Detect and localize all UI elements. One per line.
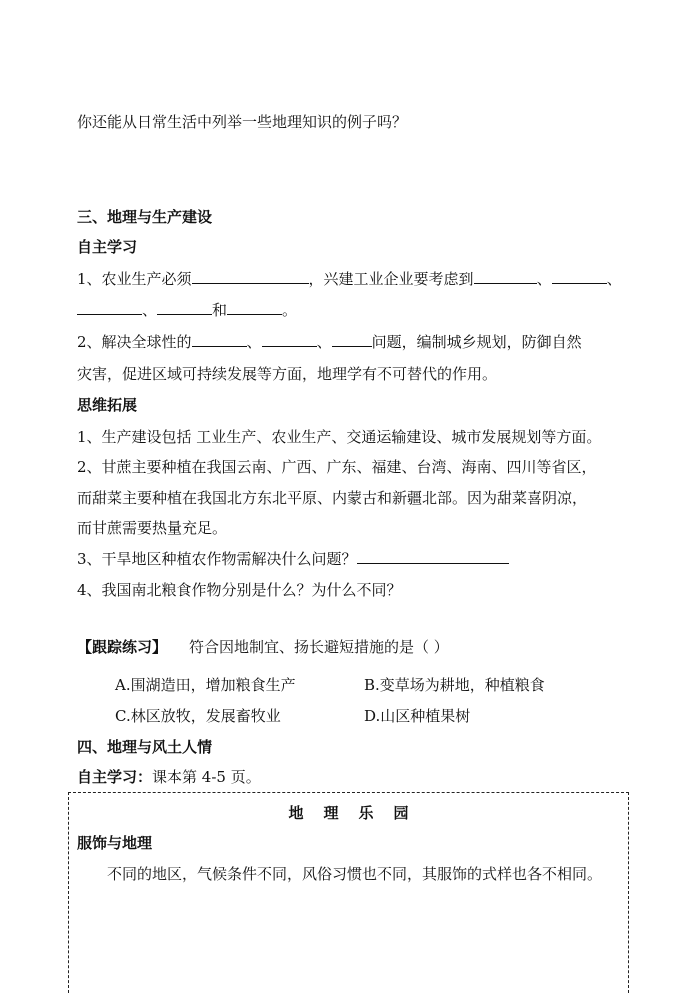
garden-subtitle: 服饰与地理 <box>77 834 153 852</box>
thinking-line: 1、生产建设包括 工业生产、农业生产、交通运输建设、城市发展规划等方面。 <box>77 428 602 446</box>
thinking-line <box>77 549 509 569</box>
answer-blank <box>474 269 537 284</box>
option-c: C.林区放牧，发展畜牧业 <box>115 707 281 725</box>
garden-text: 不同的地区，气候条件不同，风俗习惯也不同，其服饰的式样也各不相同。 <box>107 865 603 883</box>
section3-heading: 三、地理与生产建设 <box>77 208 213 226</box>
self-study-text: 课本第 4-5 页。 <box>152 768 261 786</box>
q2-text-2: 问题，编制城乡规划，防御自然 <box>371 333 582 351</box>
section4-self-study <box>77 767 261 787</box>
option-a: A.围湖造田，增加粮食生产 <box>115 676 296 694</box>
q1-sep-3: 、 <box>142 301 158 319</box>
q1-sep-1: 、 <box>536 270 552 288</box>
answer-blank <box>77 300 142 315</box>
self-study-title: 自主学习 <box>77 238 138 256</box>
thinking-line: 而甜菜主要种植在我国北方东北平原、内蒙古和新疆北部。因为甜菜喜阴凉， <box>77 489 588 507</box>
q1-text-2: ，兴建工业企业要考虑到 <box>308 270 474 288</box>
question-2-line-2: 灾害，促进区域可持续发展等方面，地理学有不可替代的作用。 <box>77 365 498 383</box>
thinking-title: 思维拓展 <box>77 396 138 414</box>
geography-garden-box <box>68 792 629 993</box>
thinking-line: 2、甘蔗主要种植在我国云南、广西、广东、福建、台湾、海南、四川等省区， <box>77 458 597 476</box>
section4-heading: 四、地理与风土人情 <box>77 738 213 756</box>
answer-blank <box>192 332 247 347</box>
question-1-line-1 <box>77 269 622 289</box>
practice-line <box>77 637 449 657</box>
garden-title: 地理乐园 <box>288 804 429 822</box>
answer-blank <box>552 269 607 284</box>
thinking-line: 4、我国南北粮食作物分别是什么？为什么不同？ <box>77 581 402 599</box>
thinking-line: 而甘蔗需要热量充足。 <box>77 519 228 537</box>
answer-blank <box>192 269 309 284</box>
practice-label: 【跟踪练习】 <box>77 638 168 656</box>
question-1-line-2 <box>77 300 297 320</box>
q1-and: 和 <box>212 301 228 319</box>
answer-blank <box>332 332 372 347</box>
answer-blank <box>227 300 282 315</box>
q2-sep-2: 、 <box>316 333 332 351</box>
option-d: D.山区种植果树 <box>364 707 471 725</box>
q2-text-1: 2、解决全球性的 <box>77 333 192 351</box>
thinking-question-3: 3、干旱地区种植农作物需解决什么问题？ <box>77 550 357 568</box>
self-study-label: 自主学习： <box>77 768 153 786</box>
question-2-line-1 <box>77 332 582 352</box>
q1-end: 。 <box>282 301 298 319</box>
practice-question: 符合因地制宜、扬长避短措施的是（ ） <box>189 638 449 656</box>
q2-sep-1: 、 <box>246 333 262 351</box>
answer-blank <box>157 300 212 315</box>
option-b: B.变草场为耕地，种植粮食 <box>364 676 545 694</box>
answer-blank <box>262 332 317 347</box>
q1-text-1: 1、农业生产必须 <box>77 270 192 288</box>
answer-blank <box>357 549 509 564</box>
intro-question: 你还能从日常生活中列举一些地理知识的例子吗？ <box>77 113 408 131</box>
q1-sep-2: 、 <box>606 270 622 288</box>
